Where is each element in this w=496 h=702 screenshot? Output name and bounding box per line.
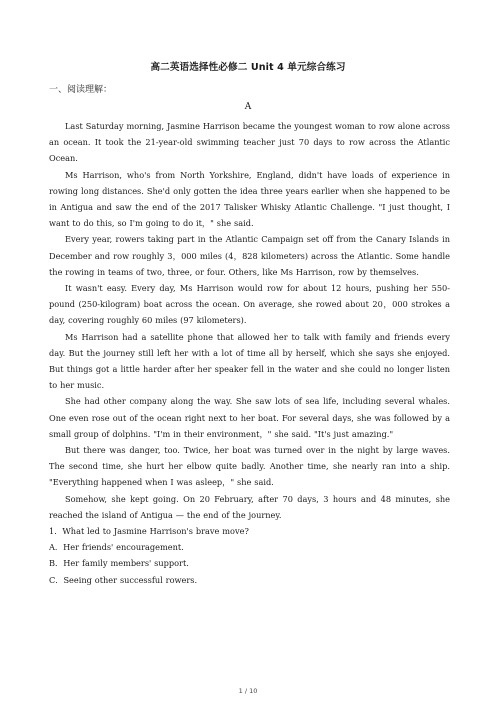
passage-body [49, 118, 450, 588]
paragraph: But there was danger, too. Twice, her boat was turned over in the night by large waves. The second time, she hurt her elbow quite badly. Another time, she nearly ran into a ship. "Everything happened when I was asleep，" she said. [49, 445, 450, 488]
option-c: C．Seeing other successful rowers. [49, 574, 198, 585]
paragraph: It wasn't easy. Every day, Ms Harrison would row for about 12 hours, pushing her 550-pound (250-kilogram) boat across the ocean. On average, she rowed about 20，000 strokes a day, covering roughly 60 miles (97 kilometers). [49, 283, 450, 326]
paragraph: She had other company along the way. She saw lots of sea life, including several whales. One even rose out of the ocean right next to her boat. For several days, she was followed by a small group of dolphins. "I'm in their environment，" she said. "It's just amazing." [49, 396, 450, 439]
option-a: A．Her friends' encouragement. [49, 542, 184, 553]
passage-label: A [244, 102, 252, 112]
paragraph: Ms Harrison, who's from North Yorkshire, England, didn't have loads of experience in rowing long distances. She'd only gotten the idea three years earlier when she happened to be in Antigua and saw the end of the 2017 Talisker Whisky Atlantic Challenge. "I just thought, I want to do this, so I'm going to do it，" she said. [49, 169, 450, 229]
paragraph: Ms Harrison had a satellite phone that allowed her to talk with family and friends every day. But the journey still left her with a lot of time all by herself, which she says she enjoyed. But things got a little harder after her speaker fell in the water and she could no longer listen to her music. [49, 331, 450, 391]
paragraph: Every year, rowers taking part in the Atlantic Campaign set off from the Canary Islands in December and row roughly 3，000 miles (4，828 kilometers) across the Atlantic. Some handle the rowing in teams of two, three, or four. Others, like Ms Harrison, row by themselves. [49, 234, 450, 277]
paragraph: Last Saturday morning, Jasmine Harrison became the youngest woman to row alone across an ocean. It took the 21-year-old swimming teacher just 70 days to row across the Atlantic Ocean. [49, 121, 450, 164]
document-title: 高二英语选择性必修二 Unit 4 单元综合练习 [150, 62, 346, 73]
section-heading: 一、阅读理解： [49, 85, 113, 95]
page-number: 1 / 10 [238, 687, 258, 695]
question-stem: 1．What led to Jasmine Harrison's brave move? [49, 526, 249, 537]
option-b: B．Her family members' support. [49, 558, 189, 569]
paragraph: Somehow, she kept going. On 20 February, after 70 days, 3 hours and 48 minutes, she reached the island of Antigua — the end of the journey. [49, 493, 450, 520]
